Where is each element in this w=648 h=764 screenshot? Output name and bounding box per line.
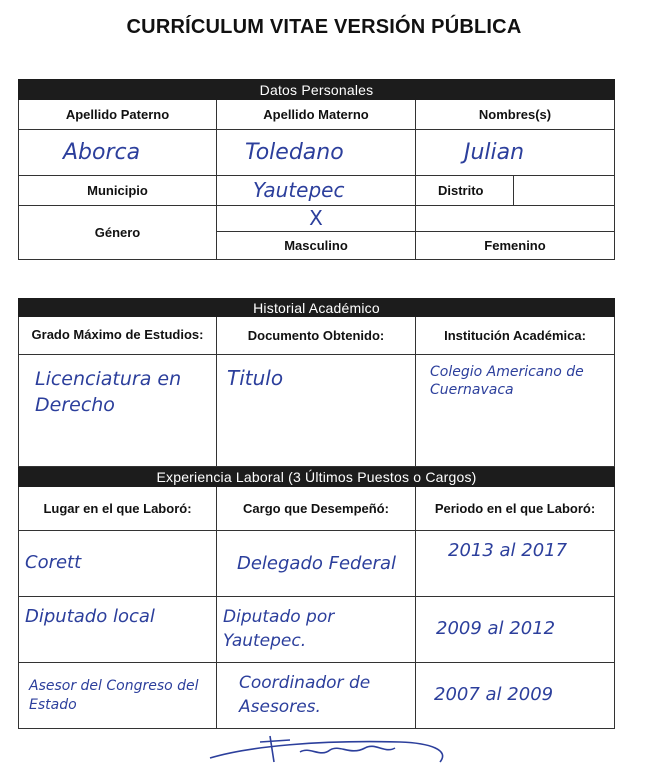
periodo-value: 2007 al 2009 bbox=[416, 663, 615, 729]
distrito-label: Distrito bbox=[416, 176, 514, 206]
periodo-value: 2013 al 2017 bbox=[416, 531, 615, 597]
cargo-value: Diputado por Yautepec. bbox=[217, 597, 416, 663]
experience-header: Experiencia Laboral (3 Últimos Puestos o Cargos) bbox=[19, 467, 615, 487]
documento-label: Documento Obtenido: bbox=[217, 317, 416, 355]
apellido-materno-label: Apellido Materno bbox=[217, 100, 416, 130]
grado-label: Grado Máximo de Estudios: bbox=[19, 317, 217, 355]
experience-row bbox=[19, 663, 615, 729]
nombres-value: Julian bbox=[416, 130, 615, 176]
cargo-label: Cargo que Desempeñó: bbox=[217, 487, 416, 531]
lugar-value: Asesor del Congreso del Estado bbox=[19, 663, 217, 729]
apellido-paterno-value: Aborca bbox=[19, 130, 217, 176]
personal-data-table bbox=[18, 79, 615, 260]
femenino-label: Femenino bbox=[416, 232, 615, 260]
cargo-value: Delegado Federal bbox=[217, 531, 416, 597]
academic-history-header: Historial Académico bbox=[19, 299, 615, 317]
signature bbox=[200, 728, 460, 764]
cargo-value: Coordinador de Asesores. bbox=[217, 663, 416, 729]
grado-value: Licenciatura en Derecho bbox=[19, 355, 217, 467]
periodo-value: 2009 al 2012 bbox=[416, 597, 615, 663]
experience-row bbox=[19, 531, 615, 597]
institucion-label: Institución Académica: bbox=[416, 317, 615, 355]
genero-label: Género bbox=[19, 206, 217, 260]
experience-row bbox=[19, 597, 615, 663]
masculino-mark: X bbox=[217, 206, 416, 232]
lugar-value: Diputado local bbox=[19, 597, 217, 663]
lugar-value: Corett bbox=[19, 531, 217, 597]
institucion-value: Colegio Americano de Cuernavaca bbox=[416, 355, 615, 467]
documento-value: Titulo bbox=[217, 355, 416, 467]
apellido-materno-value: Toledano bbox=[217, 130, 416, 176]
apellido-paterno-label: Apellido Paterno bbox=[19, 100, 217, 130]
femenino-mark bbox=[416, 206, 615, 232]
nombres-label: Nombres(s) bbox=[416, 100, 615, 130]
lugar-label: Lugar en el que Laboró: bbox=[19, 487, 217, 531]
municipio-value: Yautepec bbox=[217, 176, 416, 206]
municipio-label: Municipio bbox=[19, 176, 217, 206]
document-title: CURRÍCULUM VITAE VERSIÓN PÚBLICA bbox=[126, 16, 522, 38]
periodo-label: Periodo en el que Laboró: bbox=[416, 487, 615, 531]
academic-history-table bbox=[18, 298, 615, 729]
personal-data-header: Datos Personales bbox=[19, 80, 615, 100]
masculino-label: Masculino bbox=[217, 232, 416, 260]
distrito-value bbox=[514, 176, 615, 206]
